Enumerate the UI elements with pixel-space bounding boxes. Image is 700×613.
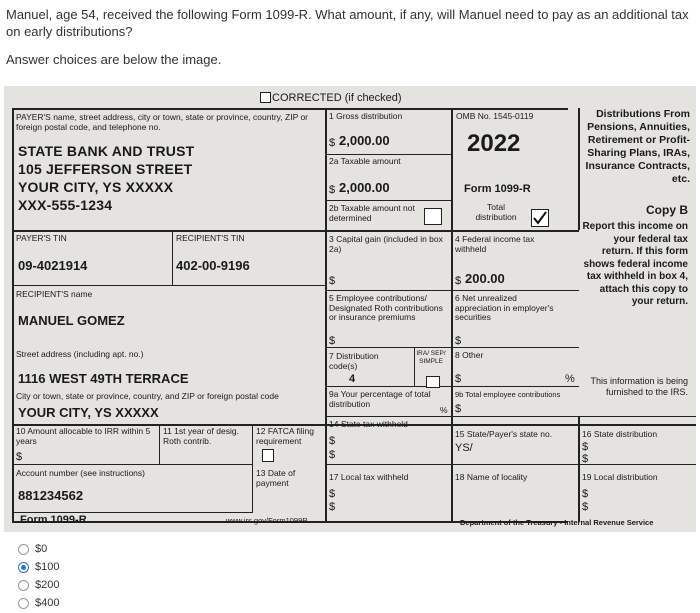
form-title: Distributions From Pensions, Annuities, Retirement or Profit-Sharing Plans, IRAs, Insurance Contracts, etc. [585,108,690,185]
box10-dollar: $ [16,451,23,463]
account-number: 881234562 [18,488,84,503]
ira-checkbox [426,376,440,388]
box5-dollar: $ [329,335,336,347]
box10-label: 10 Amount allocable to IRR within 5 years [16,426,151,446]
answer-choices [18,540,59,612]
answer-label: $100 [35,561,60,573]
answer-option-100[interactable] [18,558,59,576]
box2a-dollar: $ [329,184,336,196]
copy-b-label: Copy B [646,203,688,217]
ira-sep-simple-label: IRA/ SEP/ SIMPLE [416,350,446,365]
box16-label: 16 State distribution [582,429,658,439]
answer-label: $0 [35,543,48,555]
payer-phone: XXX-555-1234 [18,197,113,213]
recipient-tin: 402-00-9196 [176,258,250,273]
total-distribution-label: Total distribution [475,202,517,222]
recipient-street: 1116 WEST 49TH TERRACE [18,371,189,386]
footer-form-name: Form 1099-R [20,514,87,526]
answer-option-200[interactable] [18,576,59,594]
box1-label: 1 Gross distribution [329,111,403,121]
box19-dollar-2: $ [582,501,589,513]
corrected-label: CORRECTED (if checked) [272,92,402,104]
box14-dollar-1: $ [329,435,336,447]
box17-dollar-1: $ [329,488,336,500]
footer-department: Department of the Treasury - Internal Revenue Service [460,518,654,527]
recipient-name-label: RECIPIENT'S name [16,289,93,299]
box4-dollar: $ [455,275,462,287]
box17-dollar-2: $ [329,501,336,513]
payer-tin-label: PAYER'S TIN [16,233,67,243]
box9b-label: 9b Total employee contributions [455,390,561,399]
corrected-checkbox [260,92,271,103]
box5-label: 5 Employee contributions/ Designated Roth contributions or insurance premiums [329,293,443,322]
radio-button-selected[interactable] [18,562,29,573]
box2a-value: 2,000.00 [339,180,390,195]
payer-label: PAYER'S name, street address, city or town, state or province, country, ZIP or foreign postal code, and telephone no. [16,112,309,132]
radio-button[interactable] [18,544,29,555]
form-1099r [4,86,696,532]
payer-street: 105 JEFFERSON STREET [18,161,193,177]
tax-year: 2022 [467,130,521,157]
box18-label: 18 Name of locality [455,472,528,482]
irs-info-text: This information is being furnished to the IRS. [590,376,688,397]
answer-option-400[interactable] [18,594,59,612]
box1-value: 2,000.00 [339,133,390,148]
box7-value: 4 [349,373,356,385]
footer-url: www.irs.gov/Form1099R [226,516,308,525]
copy-b-text: Report this income on your federal tax return. If this form shows federal income tax withheld in box 4, attach this copy to your return. [582,221,688,307]
answer-label: $400 [35,597,60,609]
box16-dollar-1: $ [582,441,589,453]
box3-dollar: $ [329,275,336,287]
fatca-checkbox [262,449,274,462]
box9a-label: 9a Your percentage of total distribution [329,389,431,409]
payer-city: YOUR CITY, YS XXXXX [18,179,174,195]
question-text: Manuel, age 54, received the following Form 1099-R. What amount, if any, will Manuel need to pay as an additional tax on early distributions? [6,7,689,39]
radio-button[interactable] [18,580,29,591]
box4-label: 4 Federal income tax withheld [455,234,535,254]
answer-note: Answer choices are below the image. [6,52,222,67]
box1-dollar: $ [329,137,336,149]
box19-label: 19 Local distribution [582,472,658,482]
box13-label: 13 Date of payment [256,468,296,488]
box16-dollar-2: $ [582,453,589,465]
box9b-dollar: $ [455,403,462,415]
answer-option-0[interactable] [18,540,59,558]
box15-value: YS/ [455,442,473,454]
payer-name: STATE BANK AND TRUST [18,143,195,159]
box12-label: 12 FATCA filing requirement [256,426,314,446]
box14-dollar-2: $ [329,449,336,461]
box2a-label: 2a Taxable amount [329,156,401,166]
box14-label: 14 State tax withheld [329,419,408,429]
box9a-percent: % [440,405,448,415]
street-label: Street address (including apt. no.) [16,349,144,359]
city-label: City or town, state or province, country, and ZIP or foreign postal code [16,391,279,401]
box4-value: 200.00 [465,271,505,286]
box2b-checkbox [424,208,442,225]
recipient-city: YOUR CITY, YS XXXXX [18,405,159,420]
box7-label: 7 Distribution code(s) [329,351,379,371]
form-name: Form 1099-R [464,183,531,195]
box2b-label: 2b Taxable amount not determined [329,203,415,223]
recipient-tin-label: RECIPIENT'S TIN [176,233,245,243]
omb-number: OMB No. 1545-0119 [456,111,534,121]
box3-label: 3 Capital gain (included in box 2a) [329,234,443,254]
box8-label: 8 Other [455,350,484,360]
box11-label: 11 1st year of desig. Roth contrib. [163,426,239,446]
answer-label: $200 [35,579,60,591]
box15-label: 15 State/Payer's state no. [455,429,553,439]
box19-dollar-1: $ [582,488,589,500]
box17-label: 17 Local tax withheld [329,472,409,482]
radio-button[interactable] [18,598,29,609]
box6-label: 6 Net unrealized appreciation in employer's securities [455,293,554,322]
recipient-name: MANUEL GOMEZ [18,313,125,328]
box8-dollar: $ [455,373,462,385]
box6-dollar: $ [455,335,462,347]
payer-tin: 09-4021914 [18,258,88,273]
form-1099r-image [4,86,696,532]
box8-percent: % [565,373,575,385]
account-label: Account number (see instructions) [16,468,145,478]
checkmark-icon [532,210,548,226]
